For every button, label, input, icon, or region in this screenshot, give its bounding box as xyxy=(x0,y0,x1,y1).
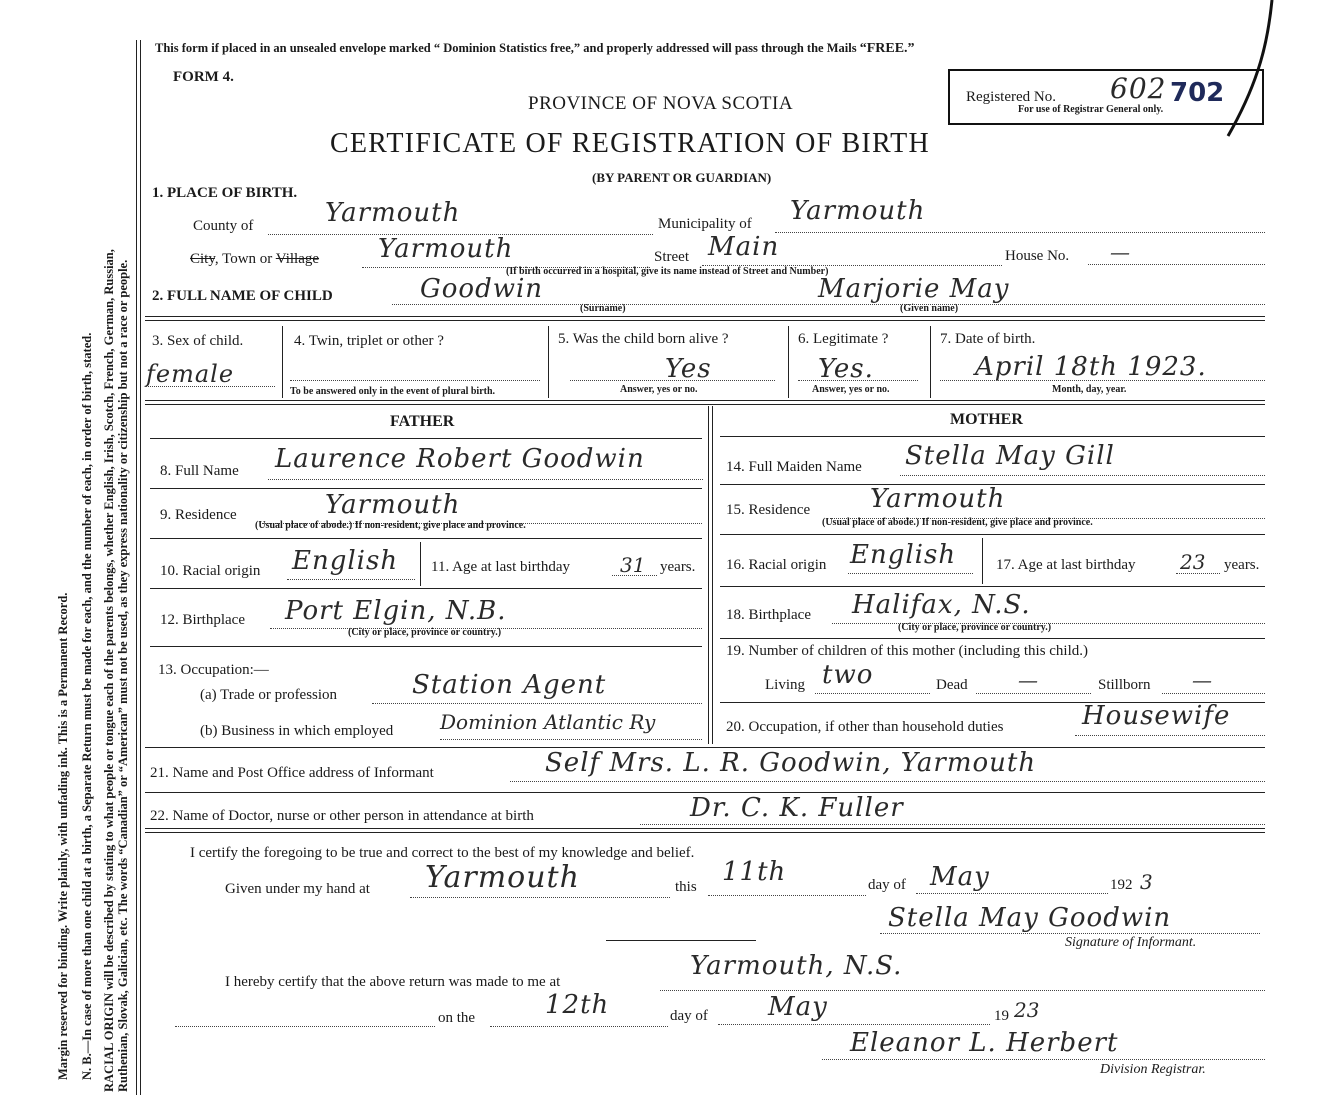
given-label: Given under my hand at xyxy=(225,881,370,897)
certify-line: I certify the foregoing to be true and correct to the best of my knowledge and belief. xyxy=(190,845,695,861)
mother-rule-3 xyxy=(720,586,1265,587)
informant-value: Self Mrs. L. R. Goodwin, Yarmouth xyxy=(545,748,1037,778)
mother-name-line xyxy=(900,475,1265,476)
rule-5b xyxy=(145,832,1265,833)
margin-note-2: N. B.—In case of more than one child at a birth, a Separate Return must be made for each, and the number of each, in order of birth, stated. xyxy=(80,332,94,1080)
father-rule-4 xyxy=(150,646,702,647)
father-trade-label: (a) Trade or profession xyxy=(200,687,338,703)
father-heading: FATHER xyxy=(390,413,455,430)
registrar-year-value: 23 xyxy=(1014,998,1040,1022)
registrar-day-line xyxy=(490,1026,668,1027)
legit-label: 6. Legitimate ? xyxy=(798,331,889,347)
dob-label: 7. Date of birth. xyxy=(940,331,1036,347)
day-value: 11th xyxy=(722,857,787,887)
mother-res-value: Yarmouth xyxy=(870,484,1006,514)
mother-heading: MOTHER xyxy=(950,411,1023,428)
page-subtitle: (BY PARENT OR GUARDIAN) xyxy=(592,170,772,185)
registrar-place-line xyxy=(660,990,1265,991)
hospital-note: (If birth occurred in a hospital, give its name instead of Street and Number) xyxy=(506,266,829,277)
rule-2b xyxy=(145,404,1265,405)
father-business-line xyxy=(440,739,702,740)
doctor-value: Dr. C. K. Fuller xyxy=(690,793,904,823)
father-heading-rule xyxy=(150,438,702,439)
father-years-label: years. xyxy=(660,559,696,575)
margin-note-4: Ruthenian, Slovak, Galician, etc. The words “Canadian” or “American” must not be used, as they express nationality or citizenship but not a race or people. xyxy=(116,259,130,1092)
dob-line xyxy=(940,380,1265,381)
dead-label: Dead xyxy=(936,677,968,693)
dead-value: — xyxy=(1018,668,1038,692)
place-heading: 1. PLACE OF BIRTH. xyxy=(152,185,298,201)
registrar-signature-label: Division Registrar. xyxy=(1100,1062,1206,1077)
mother-rule-4 xyxy=(720,638,1265,639)
mother-age-value: 23 xyxy=(1180,550,1206,574)
informant-line xyxy=(510,781,1265,782)
living-label: Living xyxy=(765,677,805,693)
mother-name-label: 14. Full Maiden Name xyxy=(726,459,862,475)
margin-rule-inner xyxy=(140,40,141,1095)
father-name-label: 8. Full Name xyxy=(160,463,239,479)
day-line xyxy=(708,895,866,896)
legit-line xyxy=(798,380,918,381)
village-label: Village xyxy=(275,251,320,267)
mother-birthplace-label: 18. Birthplace xyxy=(726,607,811,623)
mother-age-divider xyxy=(982,538,983,584)
doctor-label: 22. Name of Doctor, nurse or other person in attendance at birth xyxy=(150,808,534,824)
father-res-label: 9. Residence xyxy=(160,507,237,523)
registrar-lead-line xyxy=(175,1026,435,1027)
mother-heading-rule xyxy=(720,436,1265,437)
page-title: CERTIFICATE OF REGISTRATION OF BIRTH xyxy=(330,128,930,159)
registrar-signature: Eleanor L. Herbert xyxy=(850,1028,1119,1058)
alive-line xyxy=(570,380,775,381)
rule-2 xyxy=(145,400,1265,401)
given-place-line xyxy=(410,897,670,898)
this-label: this xyxy=(675,879,697,895)
house-label: House No. xyxy=(1005,248,1070,264)
city-label: City xyxy=(190,251,215,267)
registrar-month-value: May xyxy=(768,992,828,1022)
stillborn-value: — xyxy=(1192,668,1212,692)
margin-note-1: Margin reserved for binding. Write plainly, with unfading ink. This is a Permanent Record. xyxy=(56,592,70,1080)
father-age-label: 11. Age at last birthday xyxy=(431,559,570,575)
father-racial-value: English xyxy=(292,546,399,576)
twin-note: To be answered only in the event of plural birth. xyxy=(290,386,496,397)
mother-occ-label: 20. Occupation, if other than household duties xyxy=(726,719,1004,735)
day-of-label: day of xyxy=(868,877,906,893)
mother-age-label: 17. Age at last birthday xyxy=(996,557,1136,573)
col-divider-1 xyxy=(282,326,283,398)
father-birthplace-label: 12. Birthplace xyxy=(160,612,245,628)
father-rule-2 xyxy=(150,538,702,539)
month-line xyxy=(916,893,1108,894)
living-value: two xyxy=(822,660,874,690)
city-town-label xyxy=(190,251,319,268)
father-name-line xyxy=(268,479,703,480)
father-birthplace-value: Port Elgin, N.B. xyxy=(285,596,507,626)
mail-notice xyxy=(155,41,915,57)
dob-value: April 18th 1923. xyxy=(975,352,1207,382)
registrar-year-label: 19 xyxy=(994,1008,1009,1024)
registrar-note: For use of Registrar General only. xyxy=(1018,104,1164,115)
on-the-label: on the xyxy=(438,1010,476,1026)
legit-note: Answer, yes or no. xyxy=(812,384,890,395)
pen-stroke-mark xyxy=(1220,0,1280,140)
town-value: Yarmouth xyxy=(378,234,514,264)
year-label: 192 xyxy=(1110,877,1133,893)
margin-rule xyxy=(136,40,137,1095)
living-line xyxy=(815,693,930,694)
father-name-value: Laurence Robert Goodwin xyxy=(275,444,645,474)
municipality-value: Yarmouth xyxy=(790,196,926,226)
doctor-line xyxy=(640,824,1265,825)
house-value: — xyxy=(1110,240,1130,264)
father-age-value: 31 xyxy=(620,553,646,577)
street-label: Street xyxy=(654,249,689,265)
father-rule-1 xyxy=(150,488,702,489)
father-business-label: (b) Business in which employed xyxy=(200,723,394,739)
sex-value: female xyxy=(146,360,235,388)
father-occ-label: 13. Occupation:— xyxy=(158,662,269,678)
separator-short xyxy=(606,940,756,941)
col-divider-3 xyxy=(788,326,789,398)
sex-line xyxy=(145,386,275,387)
surname-note: (Surname) xyxy=(580,303,626,314)
father-birthplace-note: (City or place, province or country.) xyxy=(348,627,502,638)
registrar-signature-line xyxy=(822,1059,1265,1060)
alive-note: Answer, yes or no. xyxy=(620,384,698,395)
mother-years-label: years. xyxy=(1224,557,1260,573)
year-value: 3 xyxy=(1140,870,1153,894)
rule-1b xyxy=(145,320,1265,321)
registrar-day-value: 12th xyxy=(545,990,610,1020)
registrar-day-of-label: day of xyxy=(670,1008,708,1024)
mother-birthplace-note: (City or place, province or country.) xyxy=(898,622,1052,633)
father-trade-value: Station Agent xyxy=(412,670,607,700)
registrar-month-line xyxy=(718,1024,990,1025)
municipality-label: Municipality of xyxy=(658,216,752,232)
child-name-label: 2. FULL NAME OF CHILD xyxy=(152,288,333,304)
given-place-value: Yarmouth xyxy=(425,860,580,895)
month-value: May xyxy=(930,862,990,892)
house-line xyxy=(1088,264,1265,265)
legit-value: Yes. xyxy=(818,354,874,384)
col-divider-4 xyxy=(930,326,931,398)
mail-notice-text: This form if placed in an unsealed envelope marked “ Dominion Statistics free,” and properly addressed will pass through the Mails xyxy=(155,41,857,55)
mother-res-note: (Usual place of abode.) If non-resident, give place and province. xyxy=(822,517,1093,528)
mother-occ-value: Housewife xyxy=(1082,701,1231,731)
parents-divider-b xyxy=(712,406,713,744)
town-label: , Town or xyxy=(214,251,273,267)
rule-5 xyxy=(145,828,1265,829)
mother-occ-line xyxy=(1075,735,1265,736)
given-note: (Given name) xyxy=(900,303,959,314)
mother-children-label: 19. Number of children of this mother (including this child.) xyxy=(726,643,1089,659)
father-rule-3 xyxy=(150,588,702,589)
form-number: FORM 4. xyxy=(173,69,234,85)
mother-racial-line xyxy=(848,573,973,574)
registrar-place-value: Yarmouth, N.S. xyxy=(690,951,903,981)
sex-label: 3. Sex of child. xyxy=(152,333,244,349)
mother-birthplace-value: Halifax, N.S. xyxy=(852,590,1031,620)
twin-line xyxy=(290,380,540,381)
dead-line xyxy=(976,693,1091,694)
father-res-note: (Usual place of abode.) If non-resident, give place and province. xyxy=(255,520,526,531)
mother-racial-value: English xyxy=(850,540,957,570)
child-surname: Goodwin xyxy=(420,274,544,304)
province-heading: PROVINCE OF NOVA SCOTIA xyxy=(528,93,794,114)
col-divider-2 xyxy=(548,326,549,398)
mother-res-label: 15. Residence xyxy=(726,502,811,518)
signature-label: Signature of Informant. xyxy=(1065,935,1197,950)
alive-value: Yes xyxy=(665,354,712,384)
signature-line xyxy=(880,933,1260,934)
child-name-line xyxy=(392,304,1265,305)
informant-label: 21. Name and Post Office address of Informant xyxy=(150,765,434,781)
father-age-divider xyxy=(420,542,421,586)
mother-name-value: Stella May Gill xyxy=(905,441,1115,471)
stillborn-line xyxy=(1162,693,1265,694)
mail-notice-free: “FREE.” xyxy=(859,41,915,56)
dob-note: Month, day, year. xyxy=(1052,384,1127,395)
registered-number-hand: 602 xyxy=(1110,72,1167,105)
municipality-line xyxy=(775,232,1265,233)
child-given-name: Marjorie May xyxy=(818,274,1010,304)
registered-label: Registered No. xyxy=(966,89,1056,105)
father-trade-line xyxy=(372,703,702,704)
mother-racial-label: 16. Racial origin xyxy=(726,557,827,573)
alive-label: 5. Was the child born alive ? xyxy=(558,331,729,347)
rule-1 xyxy=(145,316,1265,317)
father-business-value: Dominion Atlantic Ry xyxy=(440,710,656,734)
registrar-line: I hereby certify that the above return was made to me at xyxy=(225,974,561,990)
parents-divider xyxy=(708,406,709,744)
father-racial-line xyxy=(287,579,415,580)
street-value: Main xyxy=(708,232,780,262)
father-racial-label: 10. Racial origin xyxy=(160,563,261,579)
margin-note-3: RACIAL ORIGIN will be described by stating to what people or tongue each of the parents belongs, whether English, Irish, Scotch, French, German, Russian, xyxy=(102,249,116,1092)
registered-number-stamp: 702 xyxy=(1170,78,1225,108)
twin-label: 4. Twin, triplet or other ? xyxy=(294,333,444,349)
informant-signature: Stella May Goodwin xyxy=(888,903,1172,933)
county-value: Yarmouth xyxy=(325,198,461,228)
father-res-value: Yarmouth xyxy=(325,490,461,520)
county-label: County of xyxy=(193,218,254,234)
mother-rule-2 xyxy=(720,534,1265,535)
stillborn-label: Stillborn xyxy=(1098,677,1151,693)
